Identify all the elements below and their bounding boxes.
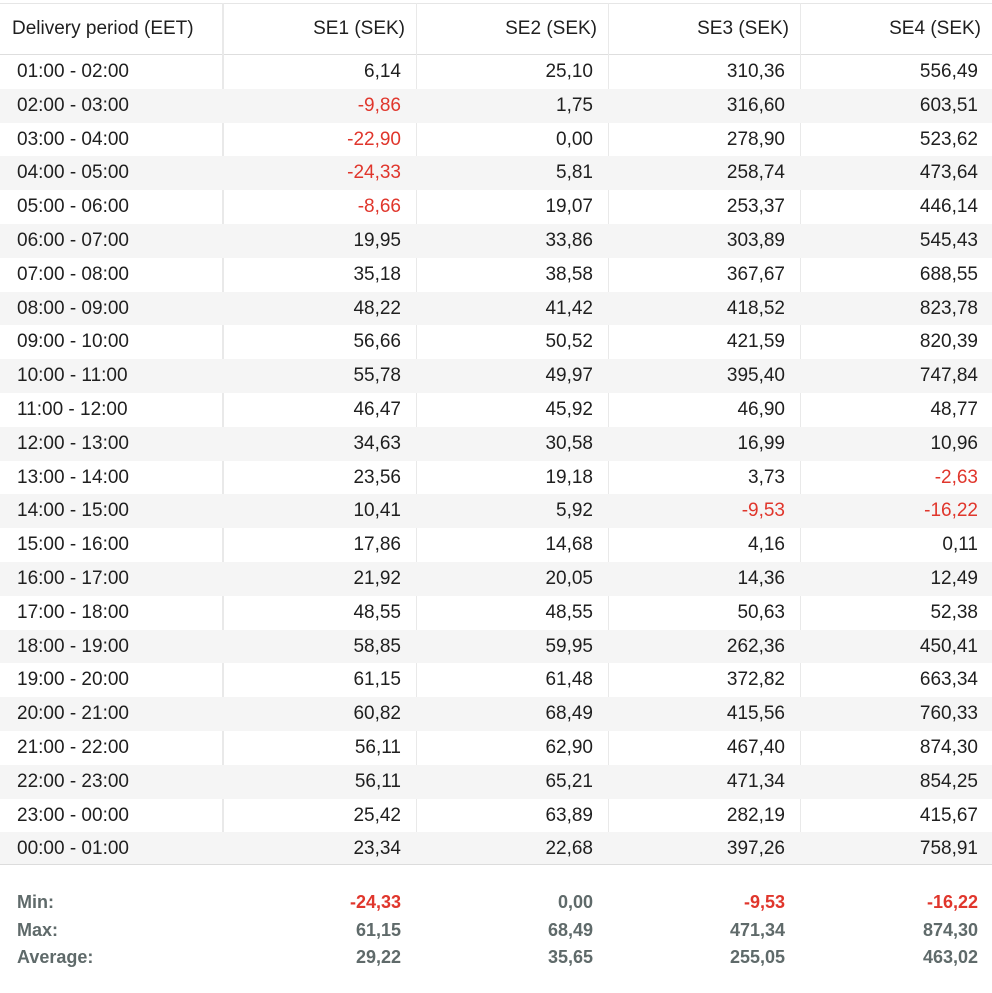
price-cell: 258,74 xyxy=(726,162,785,184)
table-row xyxy=(0,697,992,731)
table-row xyxy=(0,224,992,258)
summary-label: Average: xyxy=(17,947,94,967)
table-row xyxy=(0,663,992,697)
price-cell: 473,64 xyxy=(919,162,978,184)
table-row xyxy=(0,630,992,664)
price-cell: 282,19 xyxy=(726,804,785,826)
price-cell: 56,11 xyxy=(354,770,401,792)
summary-value: 0,00 xyxy=(557,892,593,912)
table-row xyxy=(0,292,992,326)
delivery-period-cell: 18:00 - 19:00 xyxy=(17,635,129,657)
price-cell: 395,40 xyxy=(726,365,785,387)
price-cell: 58,85 xyxy=(353,635,401,657)
price-cell: 556,49 xyxy=(919,61,978,82)
price-cell: 14,36 xyxy=(737,568,785,589)
price-cell: 20,05 xyxy=(545,568,593,589)
price-cell: 397,26 xyxy=(726,838,785,860)
price-cell: 874,30 xyxy=(919,737,978,758)
table-row xyxy=(0,156,992,190)
summary-value: -16,22 xyxy=(926,892,978,912)
header-delivery-period[interactable]: Delivery period (EET) xyxy=(12,18,194,39)
summary-row-min xyxy=(0,888,992,916)
price-cell: 3,73 xyxy=(748,466,785,488)
price-cell: 316,60 xyxy=(726,94,785,116)
summary-value: 35,65 xyxy=(547,947,593,967)
summary-value: 463,02 xyxy=(922,947,978,967)
price-cell: 10,41 xyxy=(353,500,401,522)
price-cell: 30,58 xyxy=(545,432,593,454)
price-cell: 367,67 xyxy=(726,263,785,285)
table-row xyxy=(0,832,992,866)
price-cell: 19,18 xyxy=(545,466,593,488)
table-row xyxy=(0,562,992,596)
table-row xyxy=(0,393,992,427)
delivery-period-cell: 02:00 - 03:00 xyxy=(17,94,129,116)
price-cell: 56,11 xyxy=(354,737,401,758)
delivery-period-cell: 08:00 - 09:00 xyxy=(17,297,129,319)
delivery-period-cell: 13:00 - 14:00 xyxy=(17,466,129,488)
header-se4[interactable]: SE4 (SEK) xyxy=(889,18,981,39)
price-cell: 16,99 xyxy=(737,432,785,454)
price-cell: 62,90 xyxy=(545,737,593,758)
delivery-period-cell: 21:00 - 22:00 xyxy=(17,737,129,758)
delivery-period-cell: 05:00 - 06:00 xyxy=(17,196,129,218)
price-cell: 467,40 xyxy=(726,737,785,758)
delivery-period-cell: 00:00 - 01:00 xyxy=(17,838,129,860)
delivery-period-cell: 09:00 - 10:00 xyxy=(17,331,129,353)
delivery-period-cell: 15:00 - 16:00 xyxy=(17,534,129,556)
price-cell: -2,63 xyxy=(934,466,978,488)
price-cell: 48,55 xyxy=(353,601,401,623)
header-se1[interactable]: SE1 (SEK) xyxy=(313,18,405,39)
price-cell: 0,00 xyxy=(556,128,593,150)
price-cell: 0,11 xyxy=(942,534,978,556)
price-cell: 56,66 xyxy=(353,331,401,353)
price-cell: 415,56 xyxy=(726,703,785,725)
table-row xyxy=(0,55,992,89)
price-cell: 4,16 xyxy=(748,534,785,556)
table-row xyxy=(0,325,992,359)
price-cell: 48,55 xyxy=(545,601,593,623)
delivery-period-cell: 10:00 - 11:00 xyxy=(17,365,128,387)
price-cell: -8,66 xyxy=(357,196,401,218)
delivery-period-cell: 06:00 - 07:00 xyxy=(17,230,129,251)
summary-section xyxy=(0,864,992,993)
table-row xyxy=(0,461,992,495)
price-cell: 471,34 xyxy=(726,770,785,792)
price-cell: 45,92 xyxy=(545,399,593,420)
table-row xyxy=(0,89,992,123)
price-cell: 278,90 xyxy=(726,128,785,150)
price-cell: 415,67 xyxy=(919,804,978,826)
price-cell: 41,42 xyxy=(545,297,593,319)
price-cell: 61,48 xyxy=(545,669,593,691)
price-cell: 421,59 xyxy=(726,331,785,353)
delivery-period-cell: 14:00 - 15:00 xyxy=(17,500,129,522)
price-cell: 823,78 xyxy=(919,297,978,319)
price-cell: 820,39 xyxy=(919,331,978,353)
price-cell: 34,63 xyxy=(353,432,401,454)
price-cell: 55,78 xyxy=(353,365,401,387)
price-cell: 10,96 xyxy=(930,432,978,454)
price-cell: 48,22 xyxy=(353,297,401,319)
price-cell: 14,68 xyxy=(545,534,593,556)
table-row xyxy=(0,123,992,157)
price-cell: 523,62 xyxy=(919,128,978,150)
price-cell: -22,90 xyxy=(347,128,401,150)
delivery-period-cell: 16:00 - 17:00 xyxy=(17,568,129,589)
price-cell: 303,89 xyxy=(726,230,785,251)
price-cell: 545,43 xyxy=(919,230,978,251)
price-cell: 372,82 xyxy=(726,669,785,691)
price-cell: 52,38 xyxy=(930,601,978,623)
price-cell: 46,47 xyxy=(353,399,401,420)
delivery-period-cell: 22:00 - 23:00 xyxy=(17,770,129,792)
table-row xyxy=(0,190,992,224)
table-row xyxy=(0,258,992,292)
price-cell: -9,86 xyxy=(357,94,401,116)
price-cell: -9,53 xyxy=(741,500,785,522)
price-cell: 450,41 xyxy=(919,635,978,657)
price-cell: 61,15 xyxy=(353,669,401,691)
price-cell: 60,82 xyxy=(353,703,401,725)
price-cell: 48,77 xyxy=(930,399,978,420)
price-cell: 35,18 xyxy=(353,263,401,285)
table-row xyxy=(0,359,992,393)
price-cell: 38,58 xyxy=(545,263,593,285)
delivery-period-cell: 11:00 - 12:00 xyxy=(17,399,128,420)
price-cell: 22,68 xyxy=(545,838,593,860)
summary-value: 68,49 xyxy=(547,920,593,940)
delivery-period-cell: 20:00 - 21:00 xyxy=(17,703,129,725)
delivery-period-cell: 07:00 - 08:00 xyxy=(17,263,129,285)
price-cell: 603,51 xyxy=(919,94,978,116)
table-row xyxy=(0,494,992,528)
table-row xyxy=(0,528,992,562)
price-cell: 65,21 xyxy=(545,770,593,792)
price-cell: 1,75 xyxy=(556,94,593,116)
price-cell: 21,92 xyxy=(353,568,401,589)
price-cell: 25,10 xyxy=(545,61,593,82)
price-cell: 50,63 xyxy=(737,601,785,623)
summary-value: 471,34 xyxy=(729,920,785,940)
delivery-period-cell: 03:00 - 04:00 xyxy=(17,128,129,150)
table-header xyxy=(0,3,992,55)
summary-row-max xyxy=(0,916,992,944)
price-cell: 12,49 xyxy=(930,568,978,589)
price-cell: 46,90 xyxy=(737,399,785,420)
price-cell: 6,14 xyxy=(364,61,401,82)
summary-label: Min: xyxy=(17,892,54,912)
price-cell: 747,84 xyxy=(919,365,978,387)
price-cell: 25,42 xyxy=(353,804,401,826)
table-row xyxy=(0,765,992,799)
summary-value: 61,15 xyxy=(355,920,401,940)
summary-value: 255,05 xyxy=(729,947,785,967)
price-cell: 758,91 xyxy=(919,838,978,860)
price-cell: 446,14 xyxy=(919,196,978,218)
price-cell: 49,97 xyxy=(545,365,593,387)
price-cell: 63,89 xyxy=(545,804,593,826)
price-cell: 310,36 xyxy=(726,61,785,82)
price-cell: 19,95 xyxy=(353,230,401,251)
price-cell: 33,86 xyxy=(545,230,593,251)
delivery-period-cell: 19:00 - 20:00 xyxy=(17,669,129,691)
table-row xyxy=(0,596,992,630)
price-cell: 418,52 xyxy=(726,297,785,319)
price-cell: 23,34 xyxy=(353,838,401,860)
price-cell: -16,22 xyxy=(924,500,978,522)
table-row xyxy=(0,731,992,765)
price-cell: 5,81 xyxy=(556,162,593,184)
summary-label: Max: xyxy=(17,920,59,940)
summary-value: 29,22 xyxy=(355,947,401,967)
summary-value: -9,53 xyxy=(743,892,785,912)
price-cell: 23,56 xyxy=(353,466,401,488)
price-cell: 17,86 xyxy=(353,534,401,556)
summary-row-average xyxy=(0,943,992,971)
delivery-period-cell: 01:00 - 02:00 xyxy=(17,61,129,82)
delivery-period-cell: 23:00 - 00:00 xyxy=(17,804,129,826)
price-cell: 59,95 xyxy=(545,635,593,657)
summary-value: -24,33 xyxy=(349,892,401,912)
price-cell: 663,34 xyxy=(919,669,978,691)
delivery-period-cell: 04:00 - 05:00 xyxy=(17,162,129,184)
price-cell: -24,33 xyxy=(347,162,401,184)
header-se3[interactable]: SE3 (SEK) xyxy=(697,18,789,39)
price-cell: 688,55 xyxy=(919,263,978,285)
price-cell: 262,36 xyxy=(726,635,785,657)
table-row xyxy=(0,427,992,461)
price-cell: 760,33 xyxy=(919,703,978,725)
price-cell: 854,25 xyxy=(919,770,978,792)
delivery-period-cell: 17:00 - 18:00 xyxy=(17,601,129,623)
price-cell: 68,49 xyxy=(545,703,593,725)
price-cell: 19,07 xyxy=(545,196,593,218)
price-cell: 50,52 xyxy=(545,331,593,353)
delivery-period-cell: 12:00 - 13:00 xyxy=(17,432,129,454)
table-row xyxy=(0,799,992,833)
price-cell: 5,92 xyxy=(556,500,593,522)
summary-value: 874,30 xyxy=(922,920,978,940)
header-se2[interactable]: SE2 (SEK) xyxy=(505,18,597,39)
price-cell: 253,37 xyxy=(726,196,785,218)
